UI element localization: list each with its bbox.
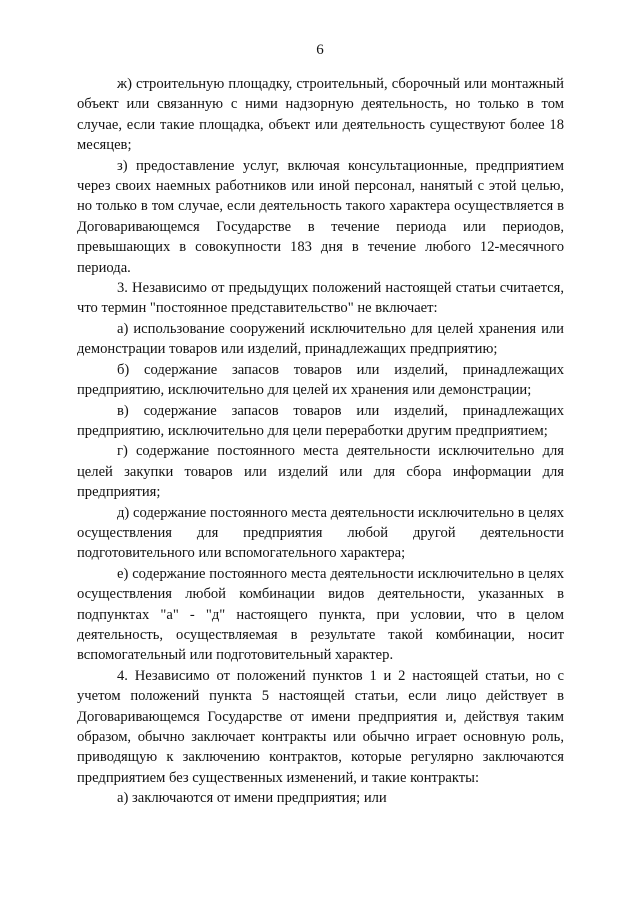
paragraph-3a: а) использование сооружений исключительно для целей хранения или демонстрации товаров или изделий, принадлежащих предприятию;	[77, 320, 564, 358]
paragraph-3d: д) содержание постоянного места деятельности исключительно в целях осуществления для предприятия любой другой деятельности подготовительного или вспомогательного характера;	[77, 504, 564, 562]
document-body	[77, 74, 564, 809]
paragraph-3g: г) содержание постоянного места деятельности исключительно для целей закупки товаров или изделий или для сбора информации для предприятия;	[77, 443, 564, 501]
paragraph-4a: а) заключаются от имени предприятия; или	[117, 790, 387, 807]
paragraph-3v: в) содержание запасов товаров или изделий, принадлежащих предприятию, исключительно для цели переработки другим предприятием;	[77, 402, 564, 439]
paragraph-z: з) предоставление услуг, включая консультационные, предприятием через своих наемных работников или иной персонал, нанятый с этой целью, но только в том случае, если деятельность такого характера осуществляется в Договаривающемся Государстве в течение периода или периодов, превышающих в совокупности 183 дня в течение любого 12-месячного периода.	[77, 157, 564, 276]
page-number: 6	[316, 42, 324, 58]
paragraph-3: 3. Независимо от предыдущих положений настоящей статьи считается, что термин "постоянное представительство" не включает:	[77, 280, 564, 317]
paragraph-3b: б) содержание запасов товаров или изделий, принадлежащих предприятию, исключительно для целей их хранения или демонстрации;	[77, 361, 564, 399]
paragraph-4: 4. Независимо от положений пунктов 1 и 2 настоящей статьи, но с учетом положений пункта 5 настоящей статьи, если лицо действует в Договаривающемся Государстве от имени предприятия и, действуя таким образом, обычно заключает контракты или обычно играет основную роль, приводящую к заключению контрактов, которые регулярно заключаются предприятием без существенных изменений, и такие контракты:	[77, 667, 564, 786]
paragraph-zh: ж) строительную площадку, строительный, сборочный или монтажный объект или связанную с ними надзорную деятельность, но только в том случае, если такие площадка, объект или деятельность существуют более 18 месяцев;	[77, 76, 564, 154]
paragraph-3e: е) содержание постоянного места деятельности исключительно в целях осуществления любой комбинации видов деятельности, указанных в подпунктах "а" - "д" настоящего пункта, при условии, что в целом деятельность, осуществляемая в результате такой комбинации, носит вспомогательный или подготовительный характер.	[77, 565, 564, 664]
